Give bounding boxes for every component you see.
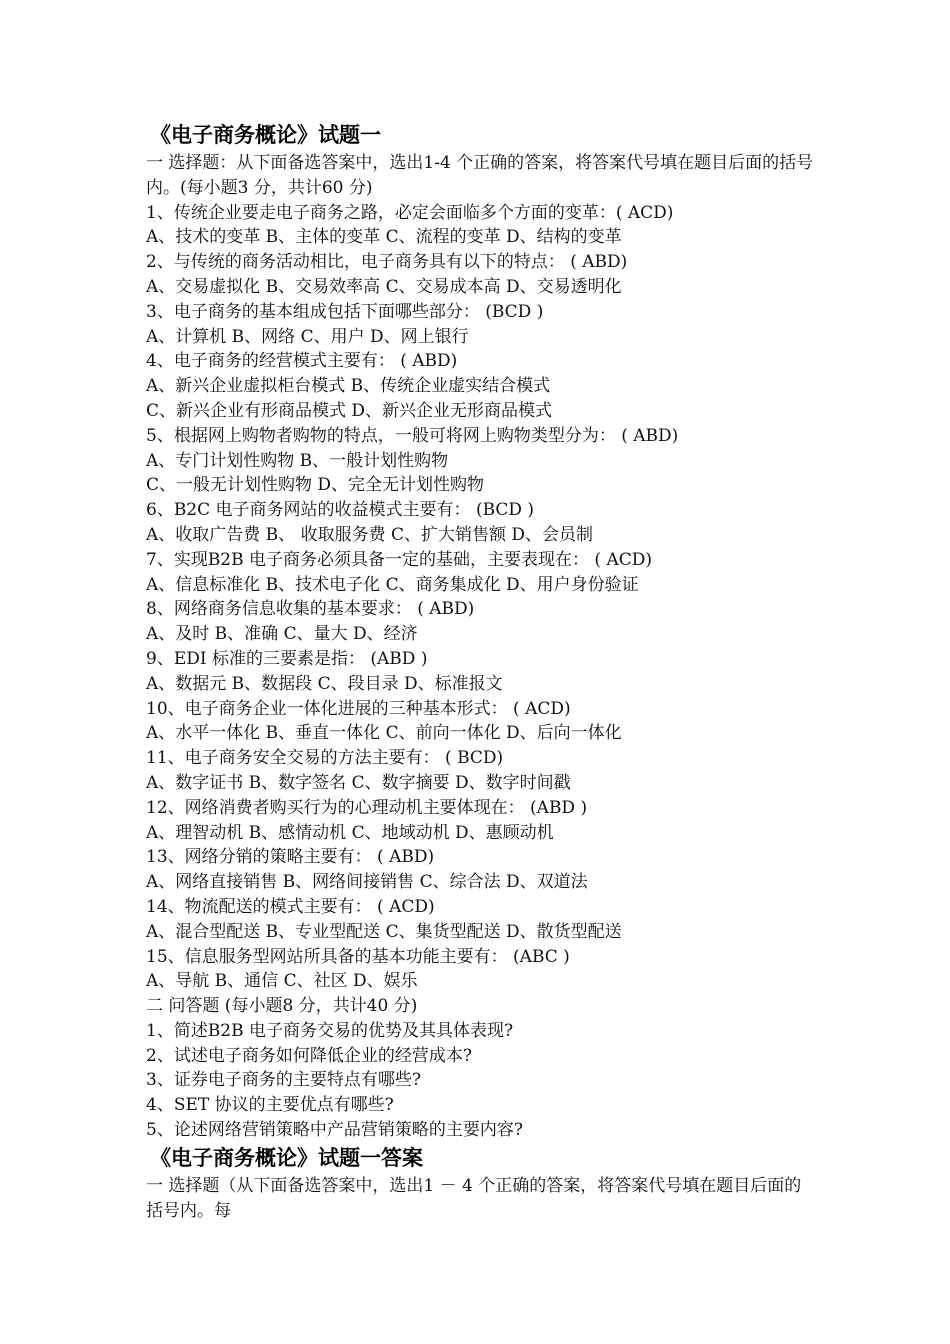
question-text: 10、电子商务企业一体化进展的三种基本形式： ( ACD) [146, 698, 571, 719]
question-text: 13、网络分销的策略主要有： ( ABD) [146, 847, 435, 868]
question-options: C、新兴企业有形商品模式 D、新兴企业无形商品模式 [146, 400, 553, 421]
question-text: 14、物流配送的模式主要有： ( ACD) [146, 896, 435, 917]
essay-question: 1、简述B2B 电子商务交易的优势及其具体表现? [146, 1020, 514, 1041]
essay-question: 5、论述网络营销策略中产品营销策略的主要内容? [146, 1120, 523, 1141]
question-text: 15、信息服务型网站所具备的基本功能主要有： (ABC ) [146, 946, 570, 967]
question-options: A、及时 B、准确 C、量大 D、经济 [146, 624, 418, 645]
question-options: A、信息标准化 B、技术电子化 C、商务集成化 D、用户身份验证 [146, 574, 639, 595]
question-text: 9、EDI 标准的三要素是指： (ABD ) [146, 648, 428, 669]
question-text: 3、电子商务的基本组成包括下面哪些部分： (BCD ) [146, 301, 544, 322]
question-options: A、数字证书 B、数字签名 C、数字摘要 D、数字时间戳 [146, 772, 571, 793]
question-options: A、技术的变革 B、主体的变革 C、流程的变革 D、结构的变革 [146, 227, 622, 248]
question-options: A、专门计划性购物 B、一般计划性购物 [146, 450, 449, 471]
question-text: 12、网络消费者购买行为的心理动机主要体现在： (ABD ) [146, 797, 588, 818]
question-text: 4、电子商务的经营模式主要有： ( ABD) [146, 351, 458, 372]
question-options: A、数据元 B、数据段 C、段目录 D、标准报文 [146, 673, 503, 694]
question-options: A、新兴企业虚拟柜台模式 B、传统企业虚实结合模式 [146, 376, 551, 397]
section2-intro: 二 问答题 (每小题8 分，共计40 分) [146, 996, 418, 1017]
question-options: A、水平一体化 B、垂直一体化 C、前向一体化 D、后向一体化 [146, 723, 622, 744]
question-options: A、导航 B、通信 C、社区 D、娱乐 [146, 971, 418, 992]
question-text: 2、与传统的商务活动相比，电子商务具有以下的特点： ( ABD) [146, 252, 628, 273]
essay-question-list [146, 1019, 816, 1143]
question-text: 7、实现B2B 电子商务必须具备一定的基础，主要表现在： ( ACD) [146, 549, 653, 570]
question-options: A、理智动机 B、感情动机 C、地域动机 D、惠顾动机 [146, 822, 554, 843]
answer-intro: 一 选择题（从下面备选答案中，选出1 － 4 个正确的答案，将答案代号填在题目后面的括号内。每 [146, 1175, 802, 1221]
question-text: 6、B2C 电子商务网站的收益模式主要有： (BCD ) [146, 500, 535, 521]
question-text: 11、电子商务安全交易的方法主要有： ( BCD) [146, 748, 504, 769]
essay-question: 3、证券电子商务的主要特点有哪些? [146, 1070, 421, 1091]
answer-title: 《电子商务概论》试题一答案 [150, 1145, 423, 1170]
question-options: A、收取广告费 B、 收取服务费 C、扩大销售额 D、会员制 [146, 524, 594, 545]
question-options: A、混合型配送 B、专业型配送 C、集货型配送 D、散货型配送 [146, 921, 622, 942]
question-options: A、交易虚拟化 B、交易效率高 C、交易成本高 D、交易透明化 [146, 276, 622, 297]
question-text: 1、传统企业要走电子商务之路，必定会面临多个方面的变革：( ACD) [146, 202, 674, 223]
page-title: 《电子商务概论》试题一 [150, 123, 381, 147]
question-list [146, 201, 816, 995]
question-text: 8、网络商务信息收集的基本要求： ( ABD) [146, 599, 475, 620]
question-options: A、计算机 B、网络 C、用户 D、网上银行 [146, 326, 469, 347]
section1-intro: 一 选择题：从下面备选答案中，选出1-4 个正确的答案，将答案代号填在题目后面的括号内。(每小题3 分，共计60 分) [146, 153, 814, 198]
question-text: 5、根据网上购物者购物的特点，一般可将网上购物类型分为： ( ABD) [146, 425, 679, 446]
question-options: C、一般无计划性购物 D、完全无计划性购物 [146, 475, 485, 496]
essay-question: 2、试述电子商务如何降低企业的经营成本? [146, 1045, 472, 1066]
question-options: A、网络直接销售 B、网络间接销售 C、综合法 D、双道法 [146, 872, 588, 893]
document-page [146, 120, 816, 1223]
essay-question: 4、SET 协议的主要优点有哪些? [146, 1095, 394, 1116]
